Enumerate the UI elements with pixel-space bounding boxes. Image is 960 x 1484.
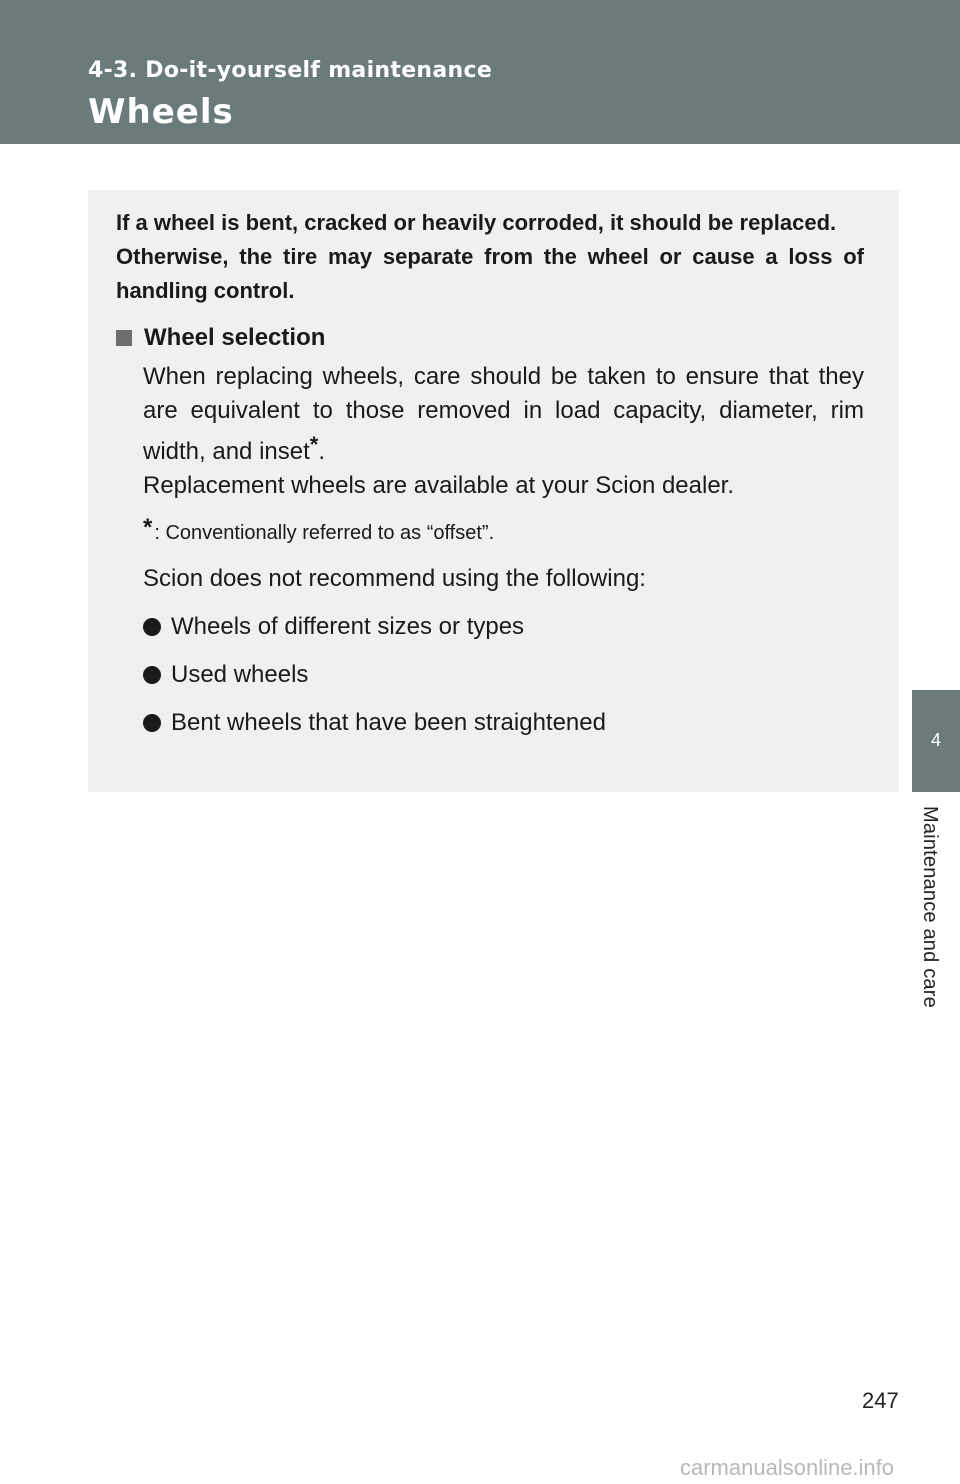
list-item-text: Wheels of different sizes or types (171, 613, 525, 640)
asterisk-mark: * (309, 432, 319, 457)
list-item (143, 610, 864, 644)
paragraph-wheel-replacement (143, 360, 864, 469)
intro-text-2: Otherwise, the tire may separate from the wheel or cause a loss of handling control. (116, 244, 864, 303)
recommendation-lead: Scion does not recommend using the following: (143, 565, 646, 592)
subheading-label: Wheel selection (144, 324, 326, 351)
intro-text-1: If a wheel is bent, cracked or heavily corroded, it should be replaced. (116, 210, 837, 235)
footnote-asterisk: * (143, 514, 153, 541)
watermark: carmanualsonline.info (680, 1455, 895, 1480)
footnote (143, 513, 864, 548)
square-bullet-icon (116, 330, 132, 346)
paragraph-dealer: Replacement wheels are available at your Scion dealer. (143, 472, 735, 499)
chapter-label: Maintenance and care (919, 806, 941, 1008)
chapter-tab: 4 (912, 690, 960, 792)
paragraph-text: When replacing wheels, care should be taken to ensure that they are equivalent to those removed in load capacity, diameter, rim width, and inset (143, 363, 864, 465)
list-item (143, 658, 864, 692)
page-title: Wheels (88, 92, 234, 132)
list-item-text: Used wheels (171, 661, 309, 688)
paragraph-end: . (318, 438, 326, 465)
bullet-dot-icon (143, 714, 161, 732)
page-header (0, 0, 960, 144)
section-title: 4-3. Do-it-yourself maintenance (88, 58, 493, 83)
content-box (88, 190, 899, 792)
footnote-text: : Conventionally referred to as “offset”. (154, 522, 495, 544)
bullet-dot-icon (143, 618, 161, 636)
page-number: 247 (862, 1388, 899, 1413)
bullet-dot-icon (143, 666, 161, 684)
subheading-wheel-selection (116, 321, 864, 355)
list-item (143, 706, 864, 740)
list-item-text: Bent wheels that have been straightened (171, 709, 606, 736)
